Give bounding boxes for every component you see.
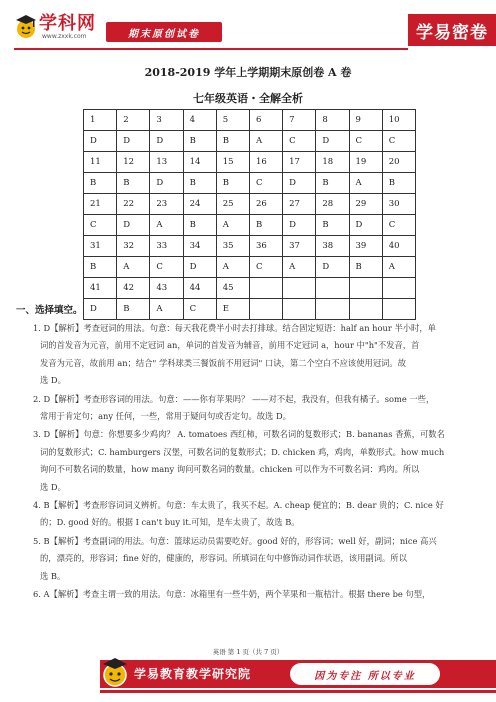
answer-row	[84, 278, 416, 299]
answer-cell: A	[150, 299, 183, 320]
answer-cell: C	[249, 173, 282, 194]
explanation-list	[16, 320, 482, 605]
answer-row	[84, 299, 416, 320]
answer-cell: A	[283, 257, 316, 278]
answer-cell: 11	[84, 152, 117, 173]
answer-row	[84, 110, 416, 131]
answer-cell: 16	[249, 152, 282, 173]
answer-row	[84, 194, 416, 215]
answer-cell: C	[382, 131, 415, 152]
explanation-line: 的，漂亮的，形容词；fine 好的，健康的，形容词。所填词在句中修饰动词作状语，该用副词。所以	[40, 553, 407, 564]
answer-cell: D	[349, 215, 382, 236]
answer-cell: 2	[117, 110, 150, 131]
logo-text: 学科网	[39, 13, 96, 34]
answer-cell: D	[117, 131, 150, 152]
answer-cell: C	[382, 215, 415, 236]
explanation-item	[16, 320, 482, 390]
answer-cell: 25	[216, 194, 249, 215]
answer-cell: A	[249, 131, 282, 152]
answer-cell: D	[283, 173, 316, 194]
explanation-item	[16, 497, 482, 532]
answer-cell: A	[117, 257, 150, 278]
explanation-item	[16, 426, 482, 496]
answer-cell: 38	[316, 236, 349, 257]
answer-cell: A	[216, 257, 249, 278]
answer-cell: 31	[84, 236, 117, 257]
answer-cell: 9	[349, 110, 382, 131]
explanation-line: 发音为元音，故前用 an；结合" 学科球类三餐饭前不用冠词" 口诀，第二个空白不应该使用冠词。故	[40, 357, 407, 368]
answer-cell	[283, 278, 316, 299]
answer-cell: 5	[216, 110, 249, 131]
answer-cell	[249, 278, 282, 299]
answer-cell: E	[216, 299, 249, 320]
answer-cell: D	[84, 131, 117, 152]
answer-cell	[349, 278, 382, 299]
answer-cell: B	[183, 131, 216, 152]
answer-cell: 41	[84, 278, 117, 299]
explanation-first-line: 3. D【解析】句意：你想要多少鸡肉？ A. tomatoes 西红柿，可数名词的复数形式；B. bananas 香蕉，可数名	[33, 429, 445, 440]
logo-url: www.zxxk.com	[42, 33, 87, 40]
answer-cell: D	[183, 257, 216, 278]
answer-row	[84, 131, 416, 152]
explanation-line: 选 D。	[40, 481, 66, 492]
answer-cell: B	[316, 173, 349, 194]
footer-stripe	[100, 690, 496, 693]
answer-cell: 10	[382, 110, 415, 131]
answer-cell: 3	[150, 110, 183, 131]
answer-cell: C	[249, 257, 282, 278]
exam-type-banner: 期末原创试卷	[106, 22, 222, 42]
explanation-first-line: 5. B【解析】考查副词的用法。句意：篮球运动员需要吃好。good 好的，形容词；well 好，副词；nice 高兴	[33, 535, 437, 546]
answer-cell: 20	[382, 152, 415, 173]
answer-cell	[249, 299, 282, 320]
answer-row	[84, 257, 416, 278]
answer-cell: B	[183, 215, 216, 236]
answer-cell: B	[349, 257, 382, 278]
answer-cell: 33	[150, 236, 183, 257]
answer-cell: 29	[349, 194, 382, 215]
answer-cell: 26	[249, 194, 282, 215]
answer-cell: 37	[283, 236, 316, 257]
answer-cell: B	[84, 173, 117, 194]
explanation-line: 选 B。	[40, 570, 66, 581]
explanation-first-line: 6. A【解析】考查主谓一致的用法。句意：冰箱里有一些牛奶，两个苹果和一瓶桔汁。根据 there be 句型，	[33, 589, 431, 600]
answer-cell: C	[84, 215, 117, 236]
answer-cell: B	[249, 215, 282, 236]
answer-cell	[283, 299, 316, 320]
answer-cell: B	[216, 173, 249, 194]
answer-cell: 18	[316, 152, 349, 173]
answer-cell: D	[283, 215, 316, 236]
answer-cell: 43	[150, 278, 183, 299]
answer-row	[84, 152, 416, 173]
answer-cell	[382, 299, 415, 320]
answer-cell: B	[183, 173, 216, 194]
answer-cell: A	[216, 215, 249, 236]
document-subtitle: 七年级英语・全解全析	[193, 92, 303, 105]
header-divider	[14, 48, 408, 50]
answer-cell: 12	[117, 152, 150, 173]
answer-cell: B	[216, 131, 249, 152]
answer-cell	[349, 299, 382, 320]
answer-cell: 40	[382, 236, 415, 257]
answer-cell: B	[117, 299, 150, 320]
answer-cell: C	[183, 299, 216, 320]
answer-row	[84, 173, 416, 194]
answer-cell: D	[84, 299, 117, 320]
answer-cell: B	[84, 257, 117, 278]
brand-badge: 学易密卷	[408, 14, 496, 46]
brand-logo[interactable]	[14, 14, 106, 40]
answer-row	[84, 236, 416, 257]
answer-cell: B	[382, 173, 415, 194]
answer-cell: 1	[84, 110, 117, 131]
answer-cell: A	[349, 173, 382, 194]
answer-cell	[316, 299, 349, 320]
answer-key-table	[83, 109, 416, 320]
answer-cell: 4	[183, 110, 216, 131]
explanation-item	[16, 391, 482, 426]
answer-cell: 27	[283, 194, 316, 215]
answer-cell: 44	[183, 278, 216, 299]
answer-cell: 24	[183, 194, 216, 215]
explanation-item	[16, 533, 482, 585]
footer-organization: 学易教育教学研究院	[134, 667, 252, 681]
answer-cell: C	[283, 131, 316, 152]
explanation-line: 选 D。	[40, 375, 66, 386]
answer-cell: C	[349, 131, 382, 152]
answer-cell: B	[117, 173, 150, 194]
answer-cell: 35	[216, 236, 249, 257]
footer-mascot-icon	[100, 656, 130, 688]
answer-cell	[382, 278, 415, 299]
answer-cell: 14	[183, 152, 216, 173]
explanation-first-line: 4. B【解析】考查形容词词义辨析。句意：车太贵了，我买不起。A. cheap 便宜的；B. dear 贵的；C. nice 好	[33, 500, 444, 511]
explanation-line: 询问不可数名词的数量，how many 询问可数名词的数量。chicken 可以作为不可数名词：鸡肉。所以	[40, 464, 420, 475]
explanation-line: 词的首发音为元音，前用不定冠词 an，单词的首发音为辅音，前用不定冠词 a，hour 中"h"不发音，首	[40, 340, 420, 351]
answer-cell: 45	[216, 278, 249, 299]
answer-cell: A	[382, 257, 415, 278]
explanation-first-line: 1. D【解析】考查冠词的用法。句意：每天我花费半小时去打排球。结合固定短语：half an hour 半小时，单	[33, 323, 436, 333]
answer-cell: A	[150, 215, 183, 236]
explanation-first-line: 2. D【解析】考查形容词的用法。句意：——你有苹果吗？ ——对不起，我没有，但我有橘子。some 一些，	[33, 393, 435, 404]
page-number: 英语 第 1 页（共 7 页）	[212, 648, 284, 656]
explanation-line: 的；D. good 好的。根据 I can't buy it.可知，是车太贵了，故选 B。	[40, 517, 300, 528]
answer-cell: 17	[283, 152, 316, 173]
explanation-line: 词的复数形式；C. hamburgers 汉堡，可数名词的复数形式；D. chicken 鸡，鸡肉，单数形式。how much	[40, 446, 445, 457]
answer-cell: D	[117, 215, 150, 236]
answer-cell: 7	[283, 110, 316, 131]
answer-cell: 8	[316, 110, 349, 131]
answer-cell: 22	[117, 194, 150, 215]
answer-cell: D	[316, 257, 349, 278]
answer-cell	[316, 278, 349, 299]
answer-cell: 15	[216, 152, 249, 173]
explanation-item	[16, 586, 482, 603]
answer-cell: D	[316, 131, 349, 152]
answer-cell: 36	[249, 236, 282, 257]
answer-cell: 32	[117, 236, 150, 257]
page-header	[0, 0, 496, 58]
answer-cell: B	[316, 215, 349, 236]
answer-cell: 28	[316, 194, 349, 215]
answer-cell: C	[150, 257, 183, 278]
answer-cell: 13	[150, 152, 183, 173]
document-title: 2018-2019 学年上学期期末原创卷 A 卷	[144, 66, 352, 79]
answer-cell: 6	[249, 110, 282, 131]
answer-row	[84, 215, 416, 236]
answer-cell: 19	[349, 152, 382, 173]
answer-cell: D	[150, 131, 183, 152]
answer-cell: 42	[117, 278, 150, 299]
answer-cell: 30	[382, 194, 415, 215]
answer-cell: 21	[84, 194, 117, 215]
graduate-mascot-icon	[14, 14, 38, 40]
answer-cell: D	[150, 173, 183, 194]
section-title: 一、选择填空。	[16, 305, 83, 316]
answer-cell: 39	[349, 236, 382, 257]
footer-slogan: 因为专注 所以专业	[290, 663, 440, 685]
answer-cell: 23	[150, 194, 183, 215]
answer-cell: 34	[183, 236, 216, 257]
explanation-line: 常用于肯定句；any 任何，一些，常用于疑问句或否定句。故选 D。	[40, 411, 291, 422]
